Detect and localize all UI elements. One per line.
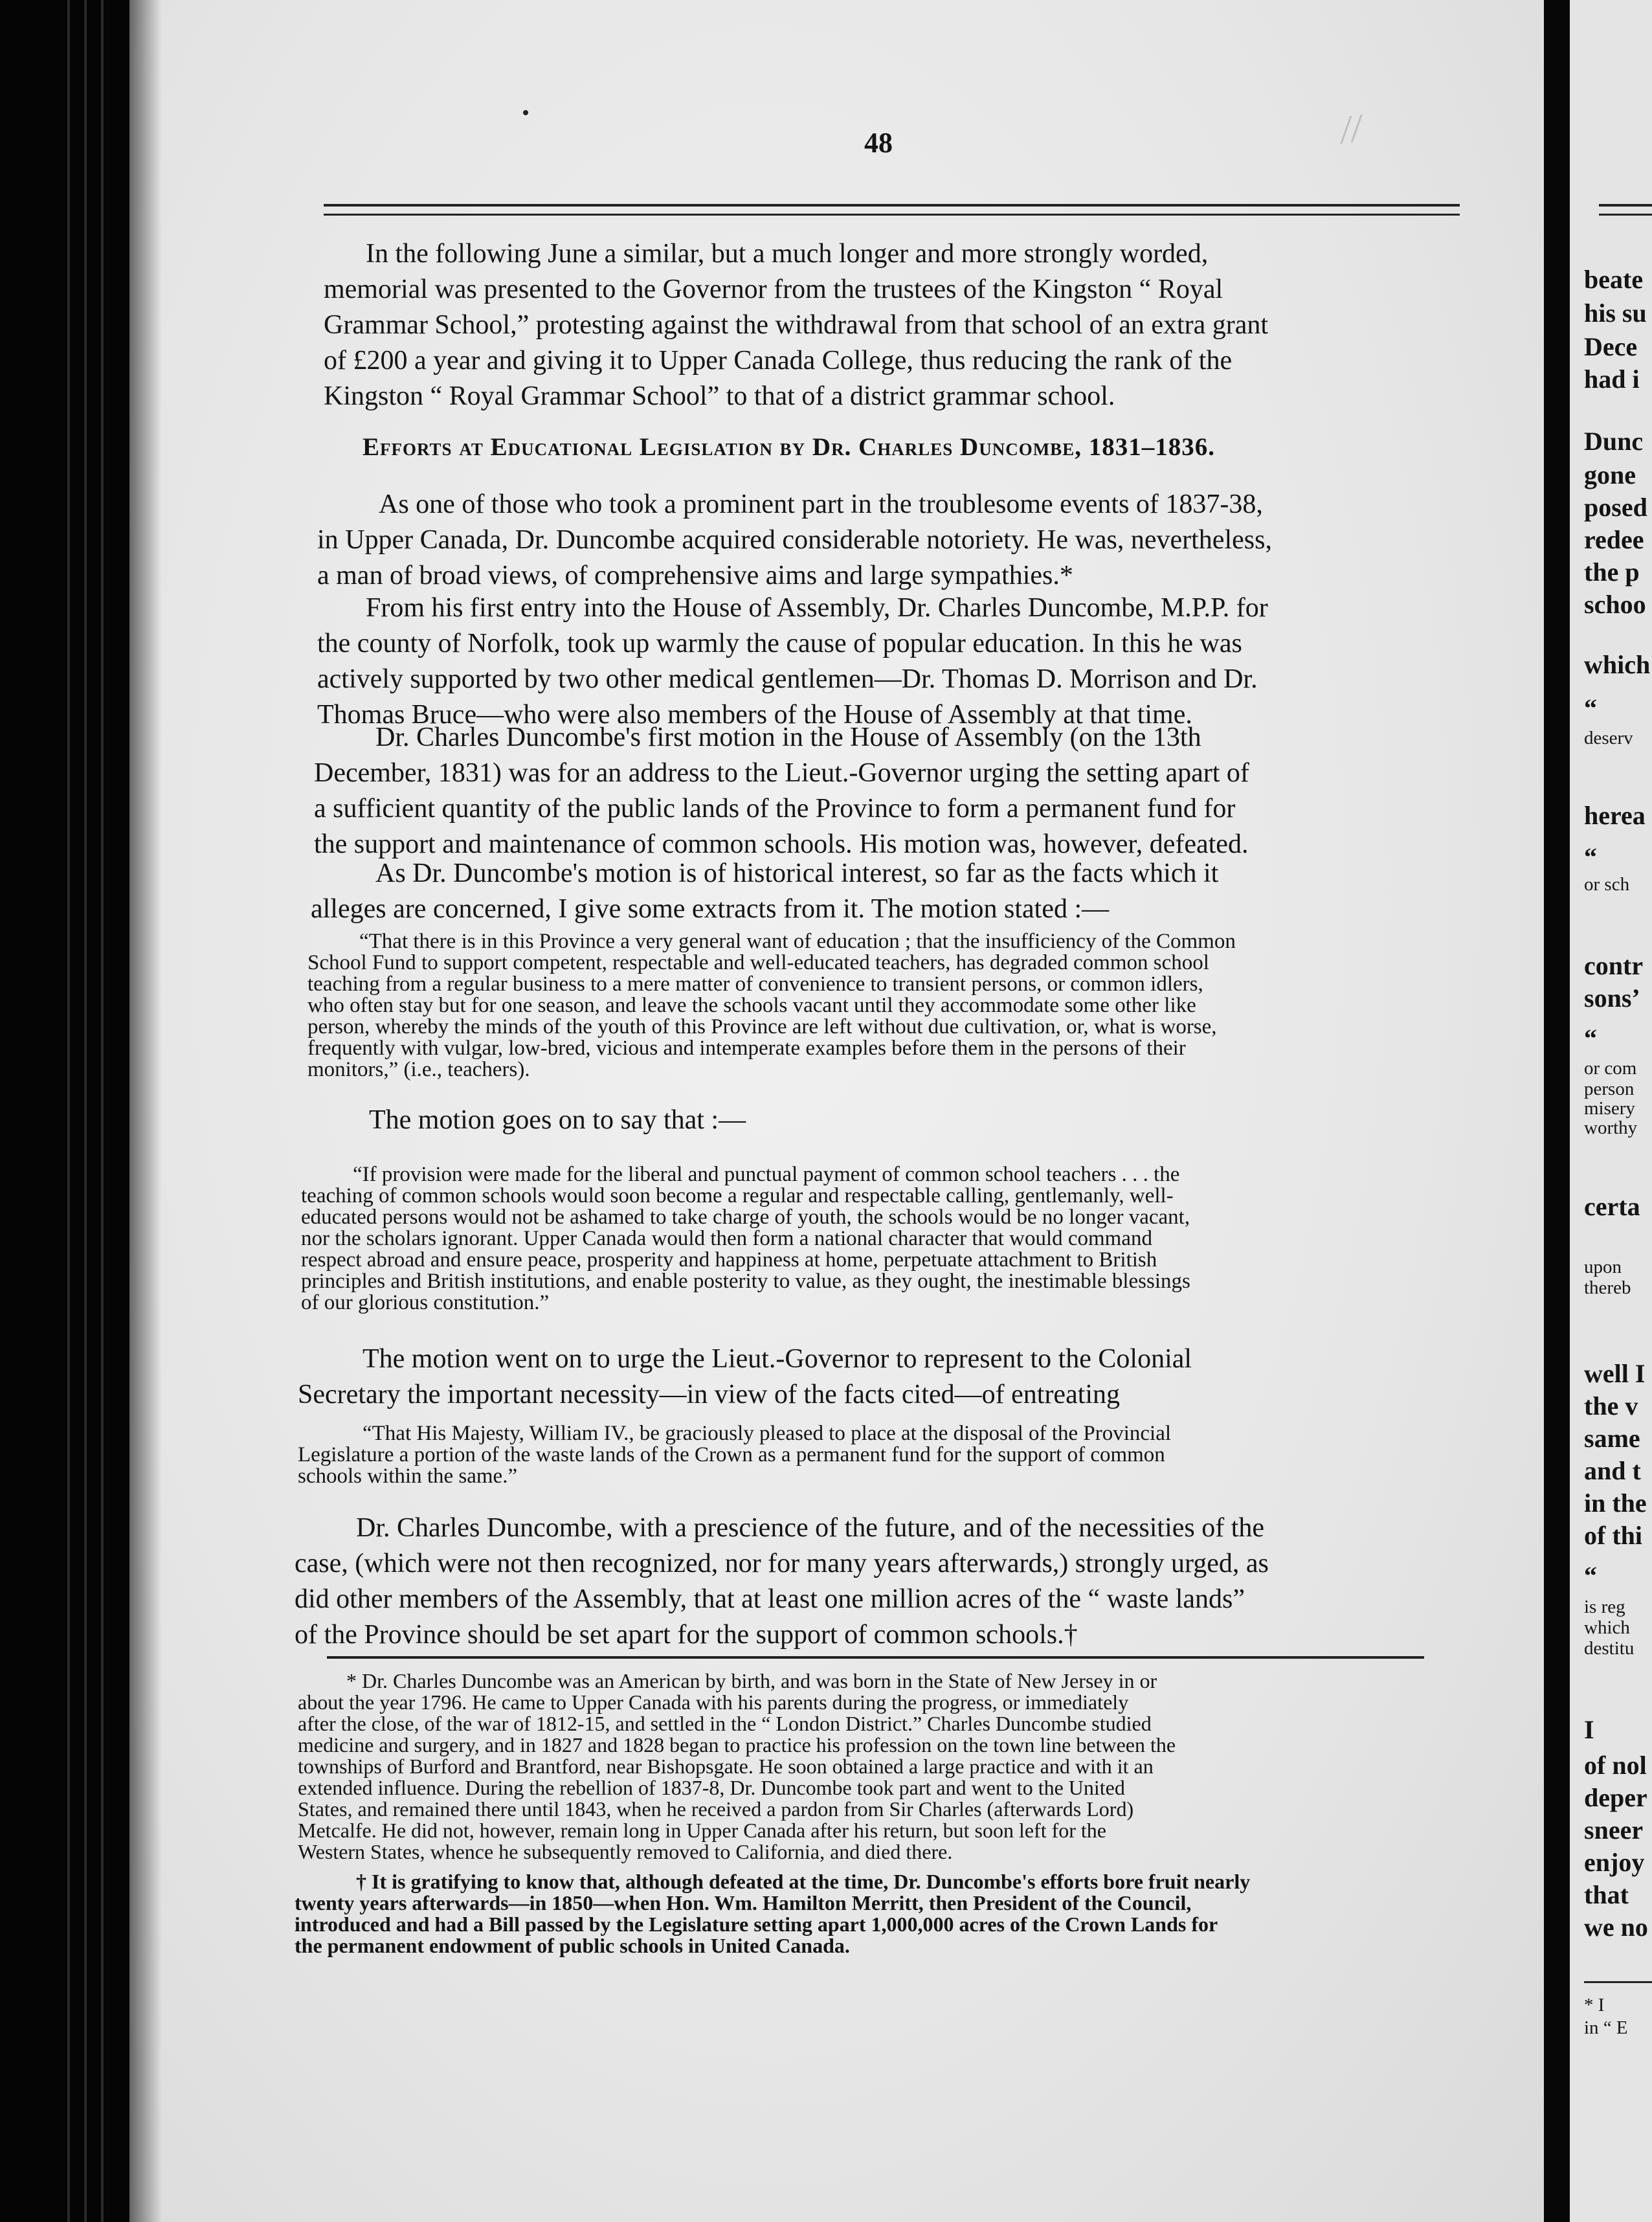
fragment: deserv — [1584, 728, 1633, 748]
quote-line: who often stay but for one season, and leave the schools vacant until they accommodate some other like — [307, 994, 1196, 1017]
fragment: had i — [1584, 365, 1640, 394]
footnote-line: † It is gratifying to know that, although defeated at the time, Dr. Duncombe's efforts bore fruit nearly — [356, 1870, 1251, 1893]
fragment: that — [1584, 1880, 1629, 1909]
text-line: of £200 a year and giving it to Upper Canada College, thus reducing the rank of the — [324, 346, 1233, 376]
facing-header-rule — [1599, 204, 1652, 216]
text-line: case, (which were not then recognized, nor for many years afterwards,) strongly urged, as — [295, 1549, 1269, 1578]
footnote-line: States, and remained there until 1843, when he received a pardon from Sir Charles (afterwards Lord) — [298, 1797, 1134, 1821]
paragraph-duncombe-notoriety — [317, 487, 1444, 594]
quote-line: frequently with vulgar, low-bred, vicious and intemperate examples before them in the persons of their — [307, 1037, 1186, 1060]
text-line: In the following June a similar, but a much longer and more strongly worded, — [366, 239, 1209, 269]
footnote-line: about the year 1796. He came to Upper Canada with his parents during the progress, or immediately — [298, 1690, 1129, 1714]
fragment: Dece — [1584, 332, 1638, 361]
footnote-line: Western States, whence he subsequently removed to California, and died there. — [298, 1840, 953, 1863]
fragment: beate — [1584, 265, 1644, 294]
page-number: 48 — [864, 127, 893, 159]
heading-text: Efforts at Educational Legislation by Dr. Charles Duncombe, — [363, 433, 1082, 461]
fragment: enjoy — [1584, 1848, 1645, 1877]
fragment: upon — [1584, 1257, 1622, 1277]
quote-line: “That His Majesty, William IV., be graciously pleased to place at the disposal of the Provincial — [363, 1422, 1172, 1445]
quote-want-of-education — [307, 931, 1444, 1081]
fragment: schoo — [1584, 590, 1646, 619]
footnote-duncombe-biography — [298, 1670, 1434, 1863]
text-line: Secretary the important necessity—in view of the facts cited—of entreating — [298, 1380, 1121, 1409]
paragraph-first-motion — [314, 720, 1444, 862]
text-line: did other members of the Assembly, that at least one million acres of the “ waste lands” — [295, 1584, 1245, 1614]
fragment: which — [1584, 650, 1651, 679]
fragment: “ — [1584, 1024, 1597, 1053]
footnote-line: introduced and had a Bill passed by the Legislature setting apart 1,000,000 acres of the Crown Lands for — [295, 1913, 1218, 1936]
text-line: December, 1831) was for an address to the Lieut.-Governor urging the setting apart of — [314, 758, 1249, 788]
fragment: “ — [1584, 842, 1597, 871]
fragment: “ — [1584, 1561, 1597, 1590]
footnote-line: medicine and surgery, and in 1827 and 1828 began to practice his profession on the town line between the — [298, 1733, 1176, 1756]
text-line: Dr. Charles Duncombe's first motion in the House of Assembly (on the 13th — [375, 723, 1201, 752]
footnote-line: after the close, of the war of 1812-15, and settled in the “ London District.” Charles Duncombe studied — [298, 1712, 1152, 1735]
quote-line: “That there is in this Province a very general want of education ; that the insufficiency of the Common — [359, 930, 1236, 953]
fragment: or com — [1584, 1058, 1637, 1079]
quote-liberal-payment — [301, 1164, 1440, 1314]
fragment: which — [1584, 1617, 1630, 1638]
pencil-mark: // — [1337, 106, 1365, 152]
fragment: “ — [1584, 693, 1597, 723]
footnote-line: the permanent endowment of public schools in United Canada. — [295, 1934, 850, 1957]
quote-line: of our glorious constitution.” — [301, 1291, 550, 1314]
fragment: sneer — [1584, 1815, 1644, 1845]
heading-years: 1831–1836. — [1088, 433, 1215, 461]
text-line: As Dr. Duncombe's motion is of historical interest, so far as the facts which it — [375, 858, 1219, 888]
text-line: alleges are concerned, I give some extracts from it. The motion stated :— — [311, 894, 1110, 924]
text-line: The motion goes on to say that :— — [369, 1105, 746, 1135]
fragment: is reg — [1584, 1597, 1625, 1617]
page-shadow — [129, 0, 162, 2222]
intro-paragraph — [324, 236, 1450, 414]
fragment: of thi — [1584, 1521, 1642, 1550]
quote-line: schools within the same.” — [298, 1464, 518, 1488]
footnote-line: extended influence. During the rebellion of 1837-8, Dr. Duncombe took part and went to the United — [298, 1776, 1125, 1799]
quote-line: nor the scholars ignorant. Upper Canada would then form a national character that would command — [301, 1227, 1152, 1250]
footnote-line: twenty years afterwards—in 1850—when Hon. Wm. Hamilton Merritt, then President of the Council, — [295, 1891, 1192, 1914]
footnote-line: Metcalfe. He did not, however, remain long in Upper Canada after his return, but soon left for the — [298, 1819, 1106, 1842]
text-line: of the Province should be set apart for the support of common schools.† — [295, 1620, 1078, 1650]
footnote-line: * Dr. Charles Duncombe was an American by birth, and was born in the State of New Jersey in or — [346, 1669, 1157, 1692]
fragment: thereb — [1584, 1277, 1631, 1298]
text-line: the support and maintenance of common schools. His motion was, however, defeated. — [314, 829, 1249, 859]
fragment: person — [1584, 1079, 1635, 1099]
fragment: of nol — [1584, 1751, 1647, 1780]
fragment: certa — [1584, 1192, 1640, 1221]
fragment: in the — [1584, 1488, 1647, 1518]
fragment: destitu — [1584, 1638, 1635, 1659]
text-line: in Upper Canada, Dr. Duncombe acquired considerable notoriety. He was, nevertheless, — [317, 525, 1272, 555]
text-line: Dr. Charles Duncombe, with a prescience of the future, and of the necessities of the — [356, 1513, 1265, 1543]
quote-line: Legislature a portion of the waste lands of the Crown as a permanent fund for the support of common — [298, 1443, 1165, 1466]
quote-line: monitors,” (i.e., teachers). — [307, 1058, 530, 1081]
paragraph-motion-continues — [369, 1103, 1437, 1138]
text-line: the county of Norfolk, took up warmly the cause of popular education. In this he was — [317, 629, 1242, 658]
text-line: memorial was presented to the Governor from the trustees of the Kingston “ Royal — [324, 275, 1223, 304]
fragment: Dunc — [1584, 427, 1644, 456]
fragment: sons’ — [1584, 983, 1640, 1013]
fragment: misery — [1584, 1098, 1635, 1119]
fragment: we no — [1584, 1913, 1648, 1942]
footnote-merritt-bill — [295, 1871, 1434, 1957]
fragment: well I — [1584, 1359, 1646, 1388]
text-line: From his first entry into the House of Assembly, Dr. Charles Duncombe, M.P.P. for — [366, 593, 1268, 623]
text-line: a man of broad views, of comprehensive aims and large sympathies.* — [317, 561, 1073, 590]
text-line: actively supported by two other medical gentlemen—Dr. Thomas D. Morrison and Dr. — [317, 664, 1258, 694]
quote-line: person, whereby the minds of the youth of this Province are left without due cultivation, or, what is worse, — [307, 1015, 1217, 1038]
fragment: in “ E — [1584, 2017, 1628, 2038]
quote-line: educated persons would not be ashamed to take charge of youth, the schools would be no longer vacant, — [301, 1206, 1190, 1229]
quote-line: respect abroad and ensure peace, prosperity and happiness at home, perpetuate attachment to British — [301, 1248, 1157, 1272]
text-line: The motion went on to urge the Lieut.-Governor to represent to the Colonial — [363, 1344, 1192, 1374]
fragment: same — [1584, 1424, 1640, 1453]
footnote-line: townships of Burford and Brantford, near Bishopsgate. He soon obtained a large practice and with it an — [298, 1755, 1154, 1778]
fragment: his su — [1584, 298, 1647, 328]
quote-william-iv — [298, 1423, 1437, 1487]
fragment: worthy — [1584, 1117, 1638, 1138]
fragment: gone — [1584, 460, 1636, 489]
fragment: * I — [1584, 1995, 1605, 2015]
text-line: Thomas Bruce—who were also members of the House of Assembly at that time. — [317, 700, 1192, 730]
quote-line: teaching from a regular business to a mere matter of convenience to transient persons, or common idlers, — [307, 972, 1203, 996]
text-line: As one of those who took a prominent part in the troublesome events of 1837-38, — [379, 489, 1263, 519]
fragment: herea — [1584, 801, 1646, 830]
quote-line: School Fund to support competent, respectable and well-educated teachers, has degraded common school — [307, 951, 1209, 974]
section-heading — [363, 432, 1215, 462]
page-gap — [1544, 0, 1570, 2222]
text-line: Grammar School,” protesting against the withdrawal from that school of an extra grant — [324, 310, 1269, 340]
fragment: contr — [1584, 951, 1644, 980]
footnote-rule — [327, 1656, 1424, 1659]
text-line: a sufficient quantity of the public lands of the Province to form a permanent fund for — [314, 794, 1236, 824]
fragment: the v — [1584, 1391, 1638, 1420]
quote-line: “If provision were made for the liberal and punctual payment of common school teachers . . . the — [353, 1163, 1180, 1186]
paragraph-million-acres — [295, 1510, 1437, 1653]
ink-speck — [523, 110, 528, 115]
text-line: Kingston “ Royal Grammar School” to that of a district grammar school. — [324, 381, 1115, 411]
quote-line: teaching of common schools would soon become a regular and respectable calling, gentlemanly, well- — [301, 1184, 1174, 1207]
header-rule — [324, 204, 1460, 216]
quote-line: principles and British institutions, and enable posterity to value, as they ought, the inestimable blessings — [301, 1270, 1190, 1293]
fragment: or sch — [1584, 874, 1630, 895]
fragment: I — [1584, 1715, 1594, 1744]
paragraph-colonial-secretary — [298, 1341, 1440, 1413]
paragraph-first-entry — [317, 590, 1444, 733]
fragment: posed — [1584, 493, 1647, 522]
book-spine — [60, 0, 113, 2222]
facing-footnote-rule — [1584, 1981, 1652, 1983]
paragraph-extracts-intro — [311, 856, 1444, 927]
fragment: the p — [1584, 557, 1640, 587]
facing-page-edge — [1570, 0, 1652, 2222]
fragment: redee — [1584, 525, 1644, 554]
fragment: and t — [1584, 1456, 1641, 1485]
fragment: deper — [1584, 1783, 1647, 1812]
